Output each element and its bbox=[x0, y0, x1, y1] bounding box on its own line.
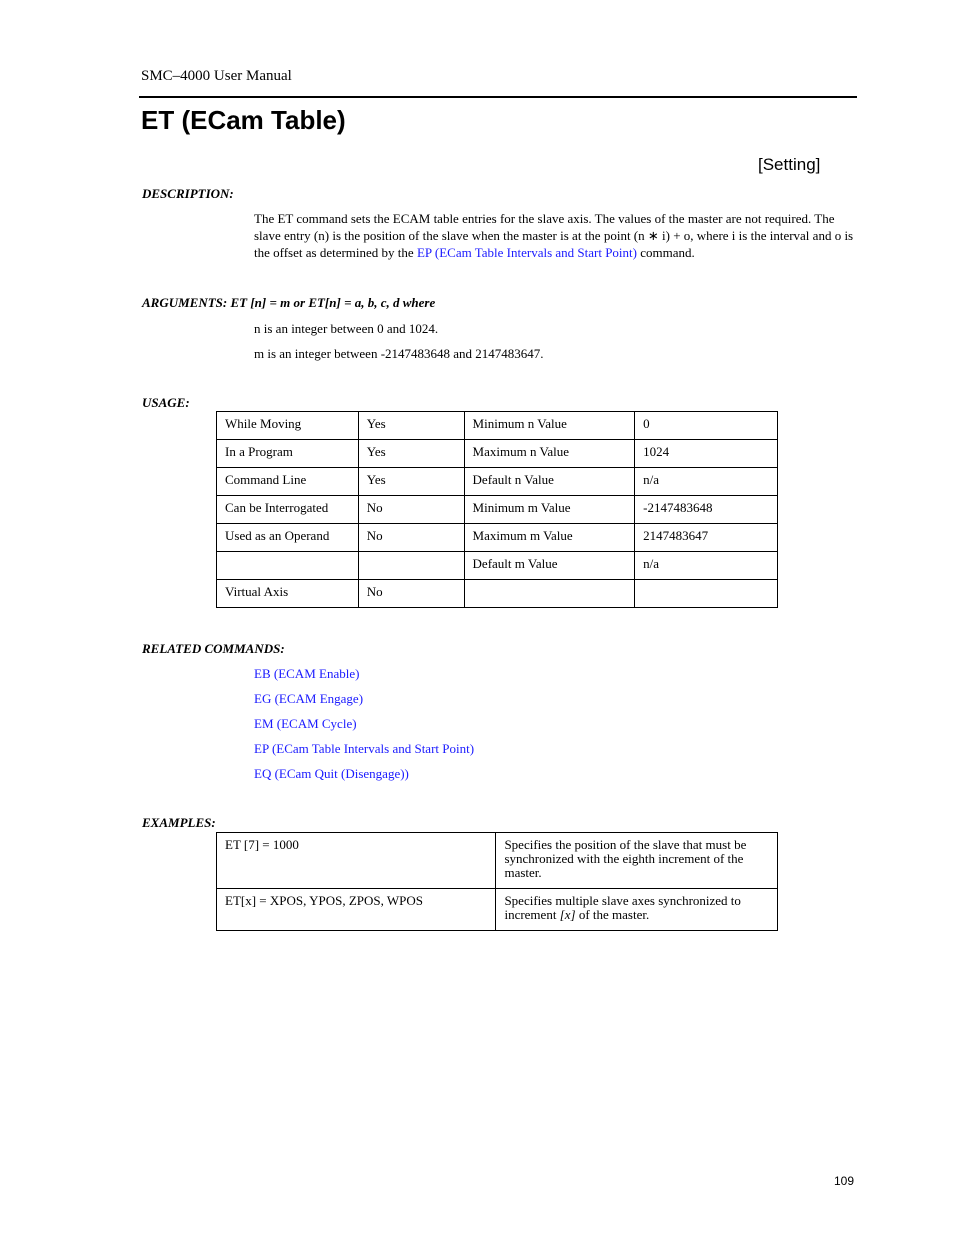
table-cell: Can be Interrogated bbox=[217, 496, 359, 524]
related-link-em[interactable]: EM (ECAM Cycle) bbox=[254, 716, 357, 731]
table-cell: n/a bbox=[635, 552, 778, 580]
example-description-text: Specifies multiple slave axes synchronized to increment bbox=[504, 893, 741, 922]
table-cell: Maximum m Value bbox=[464, 524, 635, 552]
table-cell: n/a bbox=[635, 468, 778, 496]
example-description-text-end: of the master. bbox=[575, 907, 650, 922]
table-cell: Used as an Operand bbox=[217, 524, 359, 552]
table-cell: Command Line bbox=[217, 468, 359, 496]
table-cell: Maximum n Value bbox=[464, 440, 635, 468]
table-cell: Default n Value bbox=[464, 468, 635, 496]
table-cell: Yes bbox=[358, 468, 464, 496]
header-rule bbox=[139, 96, 857, 98]
table-cell: 1024 bbox=[635, 440, 778, 468]
manual-title: SMC–4000 User Manual bbox=[141, 68, 292, 84]
description-text-end: command. bbox=[637, 245, 695, 260]
table-cell: While Moving bbox=[217, 412, 359, 440]
table-cell: 2147483647 bbox=[635, 524, 778, 552]
setting-tag: [Setting] bbox=[758, 155, 821, 174]
table-cell bbox=[217, 552, 359, 580]
table-cell: Yes bbox=[358, 440, 464, 468]
table-cell: 0 bbox=[635, 412, 778, 440]
argument-n: n is an integer between 0 and 1024. bbox=[254, 321, 439, 336]
related-link-ep[interactable]: EP (ECam Table Intervals and Start Point) bbox=[254, 741, 475, 756]
example-code: ET [7] = 1000 bbox=[217, 833, 496, 889]
related-link-eq[interactable]: EQ (ECam Quit (Disengage)) bbox=[254, 766, 409, 781]
argument-m: m is an integer between -2147483648 and 2147483647. bbox=[254, 346, 544, 361]
example-description: Specifies the position of the slave that must be synchronized with the eighth increment of the master. bbox=[496, 833, 778, 889]
table-cell: Minimum n Value bbox=[464, 412, 635, 440]
table-row bbox=[217, 468, 778, 496]
arguments-heading: ARGUMENTS: ET [n] = m or ET[n] = a, b, c, d where bbox=[142, 295, 436, 310]
table-cell: Default m Value bbox=[464, 552, 635, 580]
table-cell bbox=[464, 580, 635, 608]
examples-table bbox=[216, 832, 778, 931]
table-cell: Yes bbox=[358, 412, 464, 440]
related-link-eg[interactable]: EG (ECAM Engage) bbox=[254, 691, 364, 706]
example-description bbox=[496, 889, 778, 931]
description-text: The ET command sets the ECAM table entries for the slave axis. The values of the master are not required. The slave entry (n) is the position of the slave when the master is at the point (n ∗ i) + o, where i is the interval and o is the offset as determined by the bbox=[254, 211, 854, 260]
description-heading: DESCRIPTION: bbox=[142, 186, 234, 201]
table-cell: Minimum m Value bbox=[464, 496, 635, 524]
example-description-italic: [x] bbox=[559, 907, 576, 922]
usage-table bbox=[216, 411, 778, 608]
description-paragraph bbox=[254, 210, 854, 261]
page-title: ET (ECam Table) bbox=[141, 105, 346, 135]
examples-heading: EXAMPLES: bbox=[142, 815, 216, 830]
table-cell: No bbox=[358, 580, 464, 608]
table-row bbox=[217, 833, 778, 889]
table-row bbox=[217, 580, 778, 608]
table-row bbox=[217, 552, 778, 580]
related-link-eb[interactable]: EB (ECAM Enable) bbox=[254, 666, 360, 681]
table-cell: Virtual Axis bbox=[217, 580, 359, 608]
example-code: ET[x] = XPOS, YPOS, ZPOS, WPOS bbox=[217, 889, 496, 931]
table-row bbox=[217, 412, 778, 440]
table-cell bbox=[635, 580, 778, 608]
related-heading: RELATED COMMANDS: bbox=[142, 641, 285, 656]
table-row bbox=[217, 889, 778, 931]
table-cell: No bbox=[358, 496, 464, 524]
table-cell bbox=[358, 552, 464, 580]
table-cell: -2147483648 bbox=[635, 496, 778, 524]
table-row bbox=[217, 496, 778, 524]
table-row bbox=[217, 524, 778, 552]
table-cell: In a Program bbox=[217, 440, 359, 468]
table-row bbox=[217, 440, 778, 468]
table-cell: No bbox=[358, 524, 464, 552]
page-number: 109 bbox=[834, 1174, 855, 1188]
usage-heading: USAGE: bbox=[142, 395, 190, 410]
ep-link[interactable]: EP (ECam Table Intervals and Start Point) bbox=[416, 245, 637, 260]
